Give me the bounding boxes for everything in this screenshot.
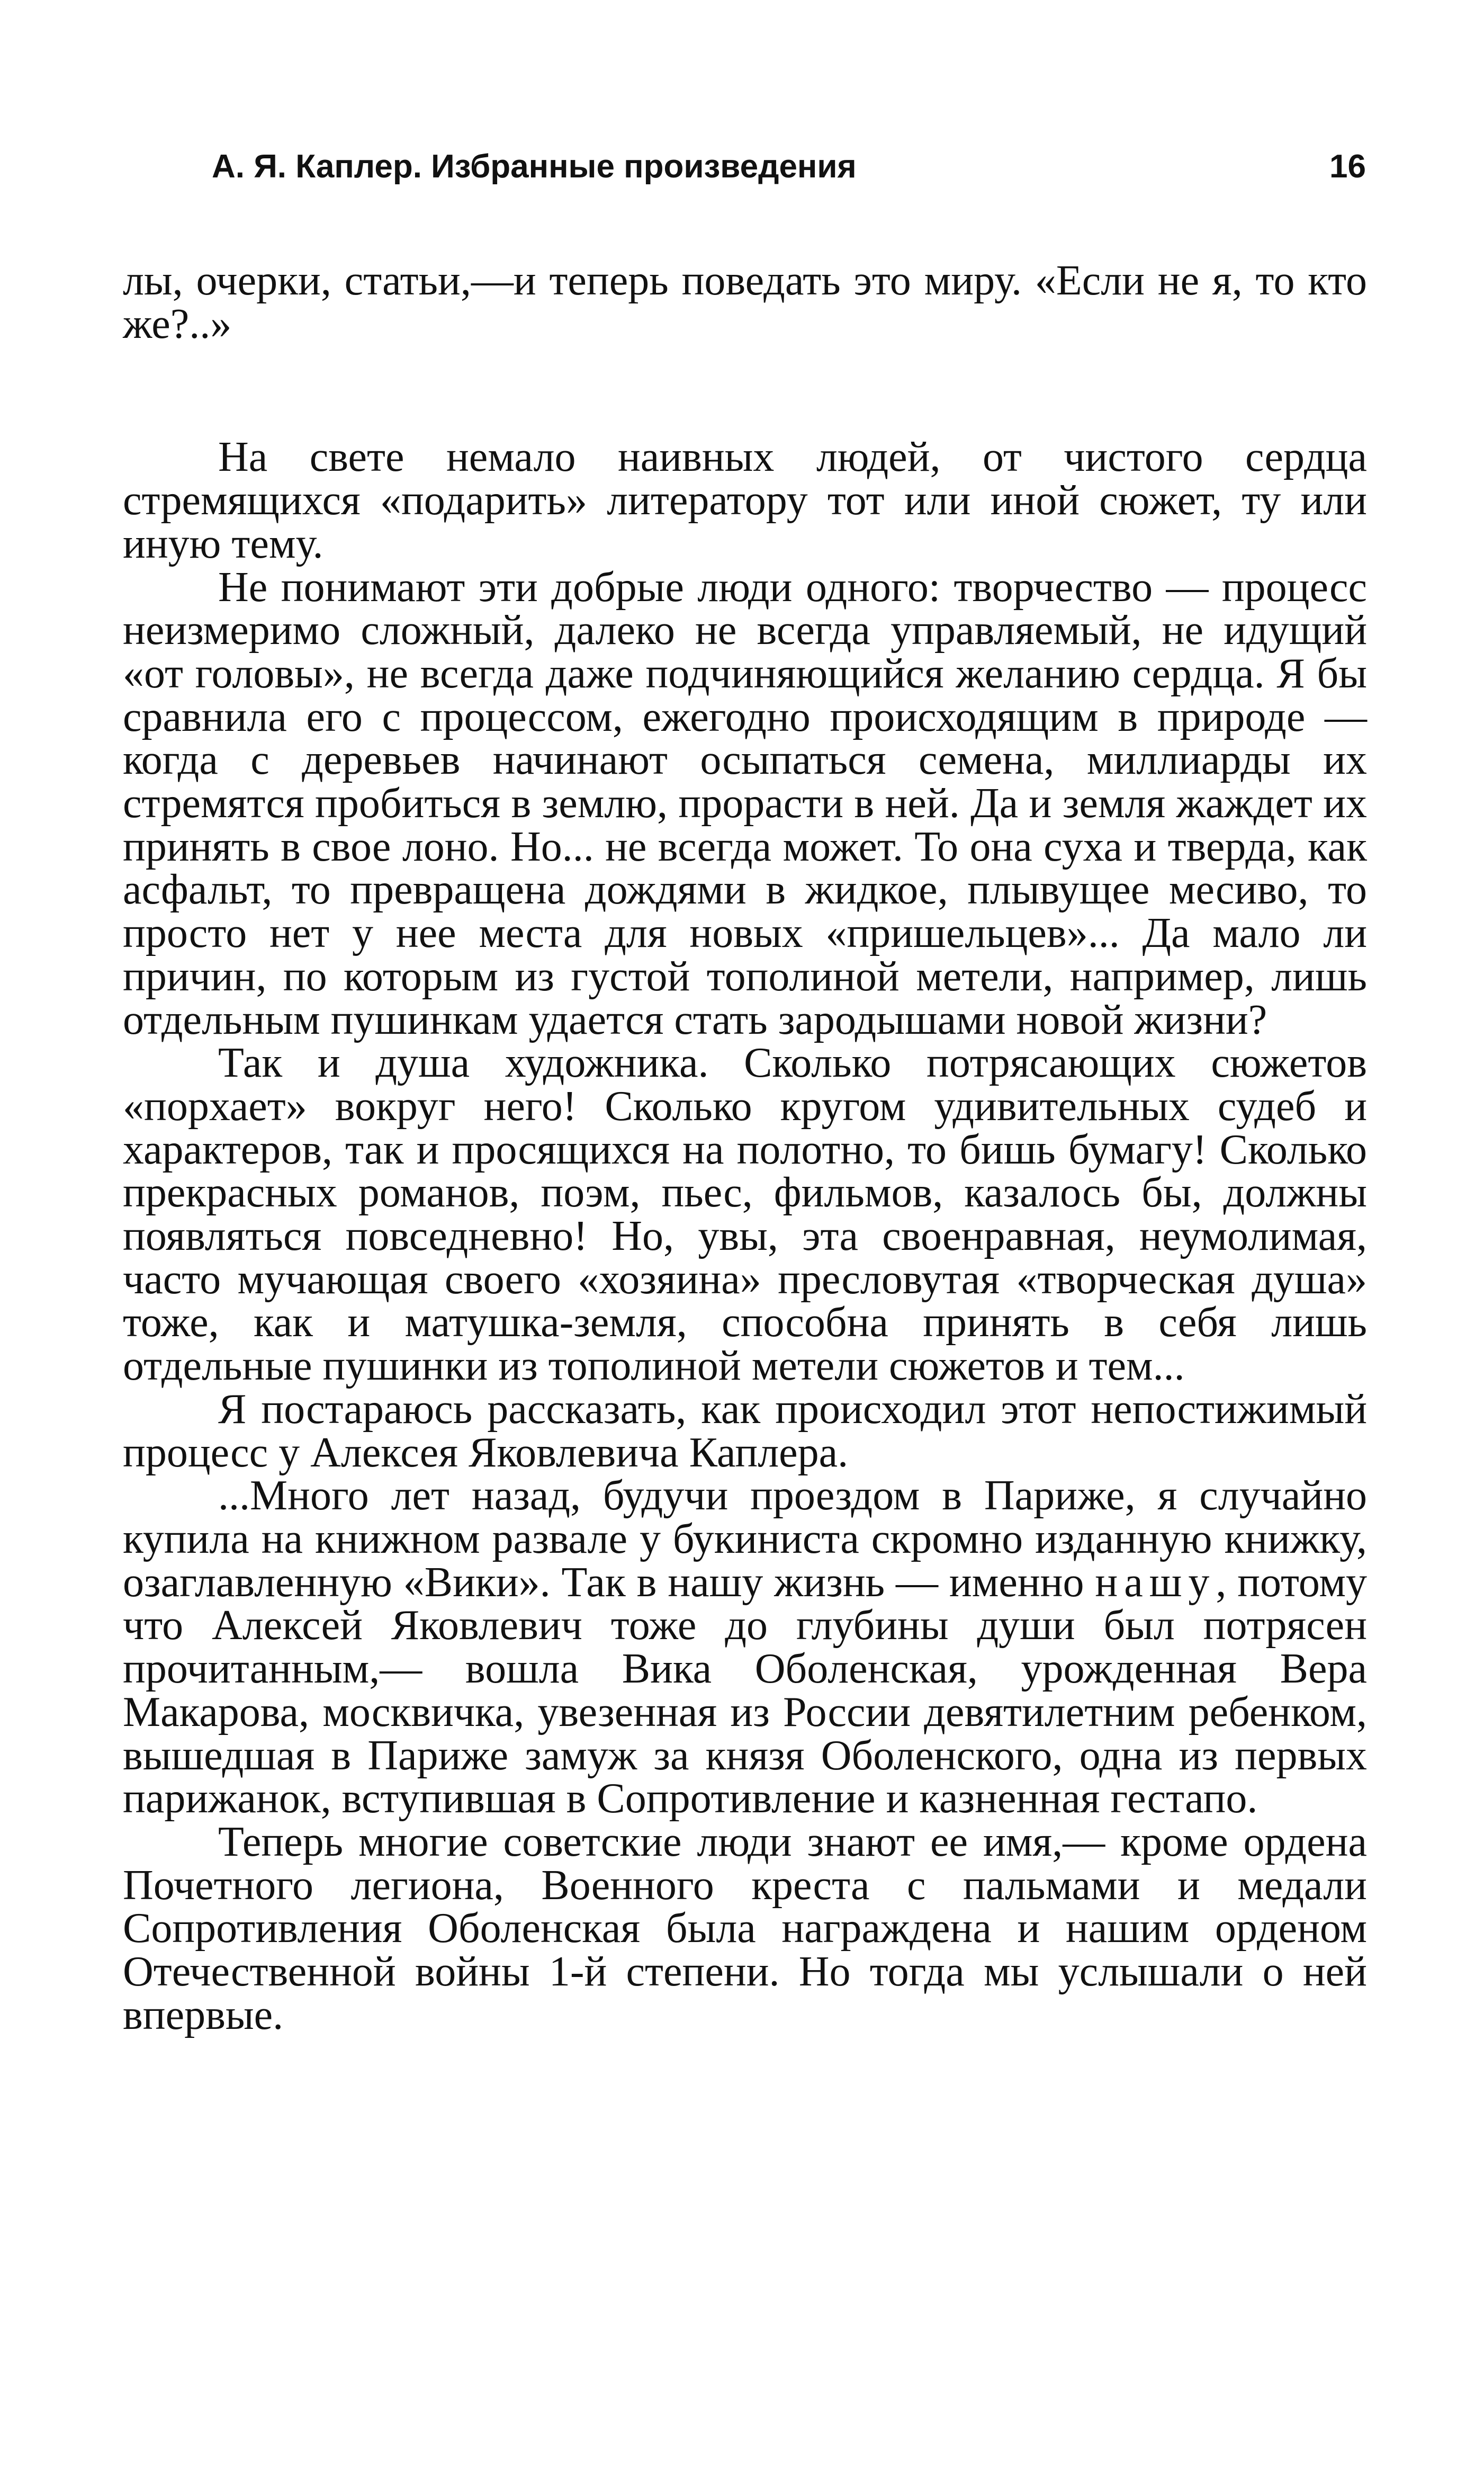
paragraph: Не понимают эти добрые люди одного: творчество — процесс неизмеримо сложный, далеко не всегда управляемый, не идущий «от головы», не всегда даже подчиняющийся желанию сердца. Я бы сравнила его с процессом, ежегодно происходящим в природе — когда с деревьев начинают осыпаться семена, миллиарды их стремятся пробиться в землю, прорасти в ней. Да и земля жаждет их принять в свое лоно. Но... не всегда может. То она суха и тверда, как асфальт, то превращена дождями в жидкое, плывущее месиво, то просто нет у нее места для новых «пришельцев»... Да мало ли причин, по которым из густой тополиной метели, например, лишь отдельным пушинкам удается стать зародышами новой жизни? bbox=[123, 563, 1367, 1043]
paragraph: Я постараюсь рассказать, как происходил этот непостижимый процесс у Алексея Яковлевича Каплера. bbox=[123, 1385, 1367, 1476]
page-number: 16 bbox=[1329, 148, 1366, 185]
paragraph-text: ...Много лет назад, будучи проездом в Париже, я случайно купила на книжном развале у букиниста скромно изданную книжку, озаглавленную «Вики». Так в нашу жизнь — именно bbox=[123, 1472, 1367, 1606]
paragraph bbox=[123, 1474, 1367, 1821]
running-head-title: А. Я. Каплер. Избранные произведения bbox=[212, 148, 857, 185]
body-text bbox=[123, 257, 1367, 2038]
running-head bbox=[212, 143, 1366, 191]
paragraph-text: , потому что Алексей Яковлевич тоже до глубины души был потрясен прочитанным,— вошла Вика Оболенская, урожденная Вера Макарова, москвичка, увезенная из России девятилетним ребенком, вышедшая в Париже замуж за князя Оболенского, одна из первых парижанок, вступившая в Сопротивление и казненная гестапо. bbox=[123, 1559, 1367, 1822]
paragraph: На свете немало наивных людей, от чистого сердца стремящихся «подарить» литератору тот или иной сюжет, ту или иную тему. bbox=[123, 434, 1367, 567]
paragraph: Так и душа художника. Сколько потрясающих сюжетов «порхает» вокруг него! Сколько кругом удивительных судеб и характеров, так и просящихся на полотно, то бишь бумагу! Сколько прекрасных романов, поэм, пьес, фильмов, казалось бы, должны появляться повседневно! Но, увы, эта своенравная, неумолимая, часто мучающая своего «хозяина» пресловутая «творческая душа» тоже, как и матушка-земля, способна принять в себя лишь отдельные пушинки из тополиной метели сюжетов и тем... bbox=[123, 1040, 1367, 1390]
paragraph-continuation: лы, очерки, статьи,—и теперь поведать это миру. «Если не я, то кто же?..» bbox=[123, 257, 1367, 347]
emphasized-word: нашу bbox=[1095, 1559, 1216, 1606]
paragraph: Теперь многие советские люди знают ее имя,— кроме ордена Почетного легиона, Военного креста с пальмами и медали Сопротивления Оболенская была награждена и нашим орденом Отечественной войны 1-й степени. Но тогда мы услышали о ней впервые. bbox=[123, 1818, 1367, 2038]
